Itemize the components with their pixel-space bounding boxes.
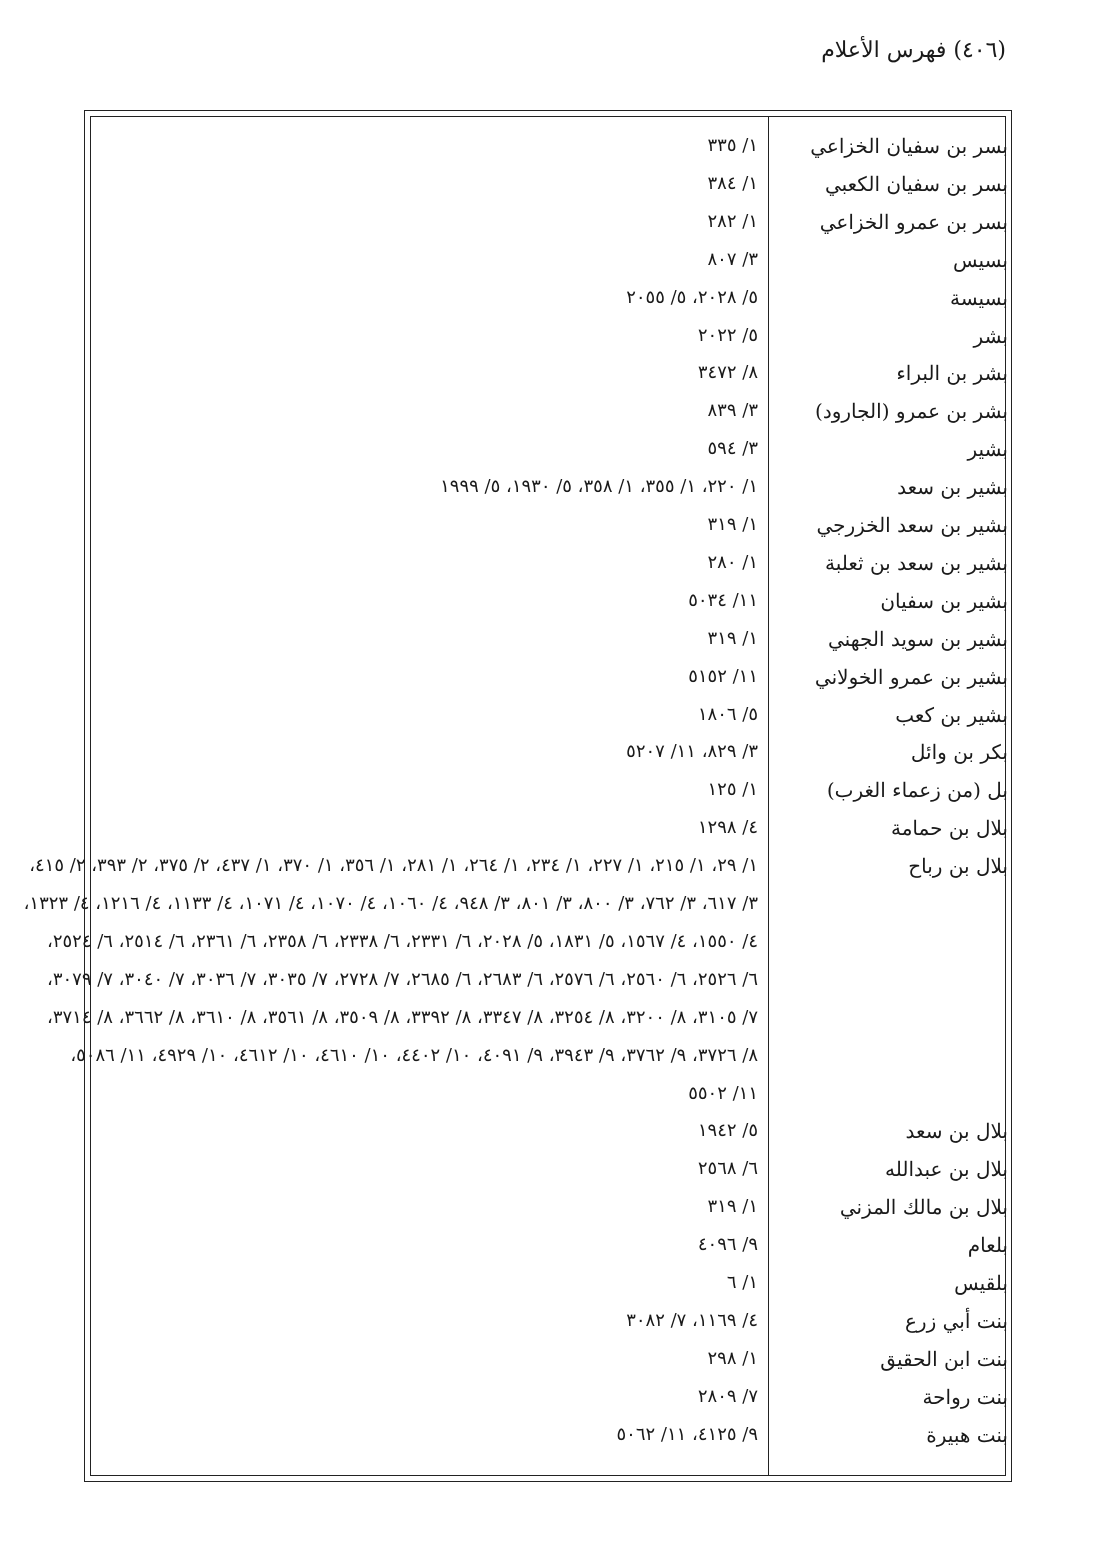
- entry-references: ١/ ٣٨٤: [707, 172, 758, 194]
- entry-references: ٣/ ٨٣٩: [707, 400, 758, 422]
- entry-name: بنت رواحة: [922, 1384, 1008, 1409]
- entry-name: بشير بن كعب: [895, 702, 1008, 727]
- entry-references: ٨/ ٣٤٧٢: [697, 362, 758, 384]
- index-entry: [0, 621, 1116, 657]
- entry-name: بنت هبيرة: [926, 1422, 1008, 1447]
- entry-references: ١/ ٦: [726, 1272, 758, 1293]
- entry-references-continued: ١١/ ٥٥٠٢: [688, 1082, 758, 1104]
- index-entry: [0, 1113, 1116, 1149]
- entry-name: بشير بن سويد الجهني: [828, 626, 1008, 651]
- entry-references: ٤/ ١٢٩٨: [697, 817, 758, 839]
- entry-references: ٣/ ٨٠٧: [707, 248, 758, 270]
- index-entry: [0, 431, 1116, 467]
- entry-name: بشير بن سعد الخزرجي: [816, 513, 1008, 537]
- entry-references: ٣/ ٨٢٩، ١١/ ٥٢٠٧: [626, 741, 758, 763]
- entry-references: ١/ ٢٩٨: [707, 1347, 758, 1369]
- index-entry: [0, 393, 1116, 429]
- index-entry: [0, 1417, 1116, 1453]
- index-entry: [0, 848, 1116, 884]
- entry-references: ١١/ ٥٠٣٤: [688, 589, 758, 611]
- index-entry: [0, 1341, 1116, 1377]
- index-entry: [0, 1189, 1116, 1225]
- index-entry: [0, 545, 1116, 581]
- index-entry: [0, 204, 1116, 240]
- entry-name: بنت ابن الحقيق: [880, 1346, 1008, 1371]
- entry-name: بكر بن وائل: [910, 740, 1008, 765]
- entry-name: بلال بن عبدالله: [885, 1157, 1008, 1182]
- entry-references-continued: ٦/ ٢٥٢٦، ٦/ ٢٥٦٠، ٦/ ٢٥٧٦، ٦/ ٢٦٨٣، ٦/ ٢٦٨٥، ٧/ ٢٧٢٨، ٧/ ٣٠٣٥، ٧/ ٣٠٣٦، ٧/ ٣٠٤٠، ٧/ ٣٠٧٩،: [47, 968, 758, 990]
- entry-references: ١١/ ٥١٥٢: [688, 665, 758, 687]
- entry-references-continued: ٣/ ٦١٧، ٣/ ٧٦٢، ٣/ ٨٠٠، ٣/ ٨٠١، ٣/ ٩٤٨، ٤/ ١٠٦٠، ٤/ ١٠٧٠، ٤/ ١٠٧١، ٤/ ١١٣٣، ٤/ ١٢١٦، ٤/ ١٣٢٣،: [23, 893, 758, 914]
- entry-name: بشير بن عمرو الخولاني: [814, 664, 1008, 689]
- index-entry: [0, 318, 1116, 354]
- entry-name: بلال بن سعد: [905, 1119, 1008, 1144]
- index-entry: [0, 1303, 1116, 1339]
- entry-references: ١/ ٣١٩: [707, 627, 758, 649]
- index-entry: [0, 1265, 1116, 1301]
- entry-references-continued: ٧/ ٣١٠٥، ٨/ ٣٢٠٠، ٨/ ٣٢٥٤، ٨/ ٣٣٤٧، ٨/ ٣٣٩٢، ٨/ ٣٥٠٩، ٨/ ٣٥٦١، ٨/ ٣٦١٠، ٨/ ٣٦٦٢، ٨/ ٣٧١٤،: [47, 1006, 758, 1028]
- index-entry: [0, 507, 1116, 543]
- page-header: (٤٠٦) فهرس الأعلام: [821, 38, 1006, 63]
- index-entry: [0, 128, 1116, 164]
- entry-references: ١/ ٢٨٢: [707, 210, 758, 232]
- entry-references: ٥/ ٢٠٢٢: [697, 324, 758, 346]
- index-entry: [0, 280, 1116, 316]
- entry-name: بلال بن مالك المزني: [839, 1195, 1008, 1220]
- index-entry: [0, 1227, 1116, 1263]
- entry-name: بسر بن سفيان الكعبي: [824, 171, 1008, 196]
- entry-name: بشر: [973, 323, 1008, 348]
- index-entry: [0, 166, 1116, 202]
- entry-references: ٥/ ٢٠٢٨، ٥/ ٢٠٥٥: [626, 286, 758, 308]
- entry-references: ٥/ ١٨٠٦: [697, 703, 758, 725]
- entry-name: بسيس: [953, 247, 1008, 272]
- entry-references: ٩/ ٤٠٩٦: [697, 1234, 758, 1256]
- entry-name: بنت أبي زرع: [905, 1308, 1008, 1333]
- index-entry: [0, 659, 1116, 695]
- index-entry: [0, 355, 1116, 391]
- entry-references: ١/ ٢٩، ١/ ٢١٥، ١/ ٢٢٧، ١/ ٢٣٤، ١/ ٢٦٤، ١/ ٢٨١، ١/ ٣٥٦، ١/ ٣٧٠، ١/ ٤٣٧، ٢/ ٣٧٥، ٢/ ٣٩٣، ٢/ ٤١٥،: [29, 855, 758, 877]
- index-entry: [0, 469, 1116, 505]
- entry-name: بشير: [967, 437, 1008, 462]
- entry-references: ١/ ١٢٥: [707, 779, 758, 801]
- entry-references: ١/ ٣١٩: [707, 1196, 758, 1218]
- index-entry: [0, 1379, 1116, 1415]
- entry-references: ١/ ٣٣٥: [707, 135, 758, 156]
- entry-references: ٩/ ٤١٢٥، ١١/ ٥٠٦٢: [616, 1423, 758, 1445]
- entry-references: ٤/ ١١٦٩، ٧/ ٣٠٨٢: [626, 1309, 758, 1331]
- entry-references: ٣/ ٥٩٤: [707, 438, 758, 460]
- entry-references-continued: ٤/ ١٥٥٠، ٤/ ١٥٦٧، ٥/ ١٨٣١، ٥/ ٢٠٢٨، ٦/ ٢٣٣١، ٦/ ٢٣٣٨، ٦/ ٢٣٥٨، ٦/ ٢٣٦١، ٦/ ٢٥١٤، ٦/ ٢٥٢٤،: [47, 930, 758, 952]
- entry-name: بسيسة: [949, 285, 1008, 310]
- entry-references-continued: ٨/ ٣٧٢٦، ٩/ ٣٧٦٢، ٩/ ٣٩٤٣، ٩/ ٤٠٩١، ١٠/ ٤٤٠٢، ١٠/ ٤٦١٠، ١٠/ ٤٦١٢، ١٠/ ٤٩٢٩، ١١/ ٥٠٨٦،: [70, 1044, 758, 1066]
- entry-name: بشر بن البراء: [896, 361, 1008, 386]
- entry-name: بشير بن سعد بن ثعلبة: [825, 550, 1008, 575]
- entry-references: ١/ ٣١٩: [707, 514, 758, 535]
- index-entry: [0, 810, 1116, 846]
- entry-name: بل (من زعماء الغرب): [826, 778, 1008, 803]
- index-entry: [0, 1151, 1116, 1187]
- entry-references: ١/ ٢٢٠، ١/ ٣٥٥، ١/ ٣٥٨، ٥/ ١٩٣٠، ٥/ ١٩٩٩: [440, 476, 758, 498]
- entry-name: بلال بن رباح: [908, 854, 1008, 879]
- index-entry: [0, 242, 1116, 278]
- entry-name: بسر بن عمرو الخزاعي: [819, 209, 1008, 234]
- entry-references: ٦/ ٢٥٦٨: [697, 1158, 758, 1180]
- entry-name: بلال بن حمامة: [891, 816, 1008, 841]
- entry-name: بشير بن سعد: [897, 475, 1008, 500]
- index-entry: [0, 772, 1116, 808]
- entry-references: ٥/ ١٩٤٢: [697, 1120, 758, 1142]
- index-entry: [0, 697, 1116, 733]
- index-entry: [0, 583, 1116, 619]
- entry-references: ١/ ٢٨٠: [707, 551, 758, 573]
- entry-name: بسر بن سفيان الخزاعي: [810, 134, 1008, 158]
- entry-name: بشر بن عمرو (الجارود): [815, 399, 1008, 424]
- entry-name: بشير بن سفيان: [880, 588, 1008, 613]
- index-entry: [0, 734, 1116, 770]
- entry-name: بلقيس: [954, 1271, 1008, 1295]
- entry-references: ٧/ ٢٨٠٩: [697, 1385, 758, 1407]
- entry-name: بلعام: [967, 1233, 1008, 1258]
